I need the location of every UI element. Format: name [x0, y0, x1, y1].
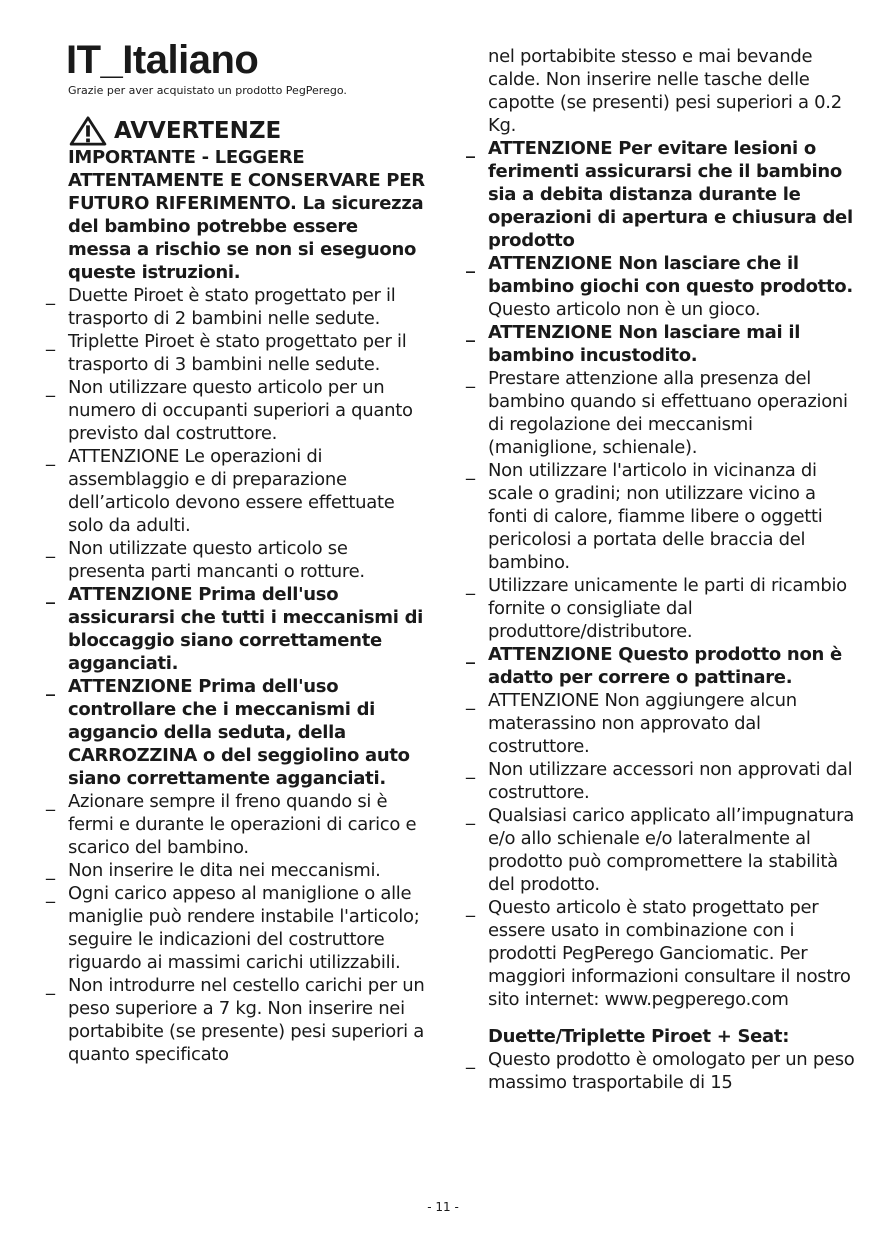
- list-item-text: ATTENZIONE Per evitare lesioni o ferimenti assicurarsi che il bambino sia a debita distanza durante le operazioni di apertura e chiusura del prodotto: [488, 138, 853, 251]
- bullet-dash: _: [46, 377, 55, 398]
- bullet-dash: _: [46, 676, 55, 697]
- page-number: - 11 -: [427, 1200, 459, 1214]
- list-item-text: ATTENZIONE Prima dell'uso assicurarsi che tutti i meccanismi di bloccaggio siano correttamente agganciati.: [68, 584, 424, 674]
- bullet-dash: _: [466, 690, 475, 711]
- bullet-dash: _: [466, 575, 475, 596]
- list-item: [466, 896, 856, 1011]
- page-title: IT_Italiano: [66, 38, 259, 82]
- bullet-dash: _: [46, 584, 55, 605]
- list-item-text: Non utilizzare accessori non approvati dal costruttore.: [488, 759, 853, 803]
- bullet-dash: _: [46, 446, 55, 467]
- warning-triangle-icon: [68, 116, 108, 146]
- list-item: [46, 284, 426, 330]
- list-item: [46, 330, 426, 376]
- list-item-extra: Questo articolo non è un gioco.: [488, 299, 761, 320]
- warning-title: AVVERTENZE: [114, 118, 282, 144]
- list-item: [46, 445, 426, 537]
- list-item-text: Ogni carico appeso al maniglione o alle maniglie può rendere instabile l'articolo; seguire le indicazioni del costruttore riguardo ai massimi carichi utilizzabili.: [68, 883, 420, 973]
- list-item-text: Questo prodotto è omologato per un peso massimo trasportabile di 15: [488, 1049, 855, 1093]
- list-item: [46, 882, 426, 974]
- left-warning-list: [46, 284, 426, 1066]
- list-item: [466, 1048, 856, 1094]
- page-subtitle: Grazie per aver acquistato un prodotto PegPerego.: [68, 84, 347, 97]
- list-item-text: Non inserire le dita nei meccanismi.: [68, 860, 381, 881]
- list-item: [466, 574, 856, 643]
- list-item-text: Utilizzare unicamente le parti di ricambio fornite o consigliate dal produttore/distributore.: [488, 575, 847, 642]
- list-item-text: Non utilizzare questo articolo per un numero di occupanti superiori a quanto previsto dal costruttore.: [68, 377, 413, 444]
- bullet-dash: _: [466, 322, 475, 343]
- right-warning-list: [466, 137, 856, 1011]
- bullet-dash: _: [466, 253, 475, 274]
- bullet-dash: _: [46, 883, 55, 904]
- list-item-text: Prestare attenzione alla presenza del bambino quando si effettuano operazioni di regolazione dei meccanismi (maniglione, schienale).: [488, 368, 848, 458]
- list-item-text: ATTENZIONE Prima dell'uso controllare che i meccanismi di aggancio della seduta, della CARROZZINA o del seggiolino auto siano correttamente agganciati.: [68, 676, 410, 789]
- list-item-text: Duette Piroet è stato progettato per il trasporto di 2 bambini nelle sedute.: [68, 285, 396, 329]
- bullet-dash: _: [466, 138, 475, 159]
- right-column: [466, 45, 856, 1094]
- bullet-dash: _: [466, 368, 475, 389]
- bullet-dash: _: [466, 805, 475, 826]
- list-item-text: Non utilizzare l'articolo in vicinanza di scale o gradini; non utilizzare vicino a fonti di calore, fiamme libere o oggetti pericolosi a portata delle braccia del bambino.: [488, 460, 823, 573]
- list-item: [466, 137, 856, 252]
- bullet-dash: _: [46, 538, 55, 559]
- bullet-dash: _: [46, 860, 55, 881]
- section2-list: [466, 1048, 856, 1094]
- list-item: [46, 790, 426, 859]
- continued-text: nel portabibite stesso e mai bevande calde. Non inserire nelle tasche delle capotte (se presenti) pesi superiori a 0.2 Kg.: [488, 46, 842, 136]
- list-item: [46, 974, 426, 1066]
- warning-intro: IMPORTANTE - LEGGERE ATTENTAMENTE E CONSERVARE PER FUTURO RIFERIMENTO. La sicurezza del bambino potrebbe essere messa a rischio se non si eseguono queste istruzioni.: [68, 147, 425, 283]
- list-item: [466, 689, 856, 758]
- list-item-text: Non utilizzate questo articolo se presenta parti mancanti o rotture.: [68, 538, 365, 582]
- list-item: [466, 643, 856, 689]
- bullet-dash: _: [466, 1049, 475, 1070]
- list-item-text: Azionare sempre il freno quando si è fermi e durante le operazioni di carico e scarico del bambino.: [68, 791, 417, 858]
- section-heading: Duette/Triplette Piroet + Seat:: [488, 1026, 790, 1047]
- list-item: [46, 583, 426, 675]
- list-item: [46, 675, 426, 790]
- list-item: [466, 252, 856, 321]
- bullet-dash: _: [46, 285, 55, 306]
- list-item: [466, 367, 856, 459]
- list-item-text: Questo articolo è stato progettato per essere usato in combinazione con i prodotti PegPerego Ganciomatic. Per maggiori informazioni consultare il nostro sito internet: www.pegperego.com: [488, 897, 851, 1010]
- bullet-dash: _: [466, 897, 475, 918]
- bullet-dash: _: [466, 759, 475, 780]
- warning-header: [68, 116, 426, 146]
- list-item-text: ATTENZIONE Non aggiungere alcun materassino non approvato dal costruttore.: [488, 690, 797, 757]
- list-item: [46, 537, 426, 583]
- list-item-text: ATTENZIONE Non lasciare che il bambino giochi con questo prodotto.: [488, 253, 853, 297]
- list-item-text: ATTENZIONE Non lasciare mai il bambino incustodito.: [488, 322, 801, 366]
- bullet-dash: _: [46, 791, 55, 812]
- bullet-dash: _: [466, 644, 475, 665]
- list-item: [46, 859, 426, 882]
- list-item: [466, 758, 856, 804]
- list-item-text: ATTENZIONE Le operazioni di assemblaggio e di preparazione dell’articolo devono essere effettuate solo da adulti.: [68, 446, 395, 536]
- list-item: [46, 376, 426, 445]
- bullet-dash: _: [466, 460, 475, 481]
- bullet-dash: _: [46, 331, 55, 352]
- bullet-dash: _: [46, 975, 55, 996]
- list-item: [466, 459, 856, 574]
- list-item-text: ATTENZIONE Questo prodotto non è adatto per correre o pattinare.: [488, 644, 842, 688]
- list-item-text: Triplette Piroet è stato progettato per il trasporto di 3 bambini nelle sedute.: [68, 331, 407, 375]
- list-item-text: Non introdurre nel cestello carichi per un peso superiore a 7 kg. Non inserire nei portabibite (se presente) pesi superiori a quanto specificato: [68, 975, 425, 1065]
- left-column: [46, 40, 426, 1066]
- list-item-text: Qualsiasi carico applicato all’impugnatura e/o allo schienale e/o lateralmente al prodotto può compromettere la stabilità del prodotto.: [488, 805, 854, 895]
- list-item: [466, 804, 856, 896]
- list-item: [466, 321, 856, 367]
